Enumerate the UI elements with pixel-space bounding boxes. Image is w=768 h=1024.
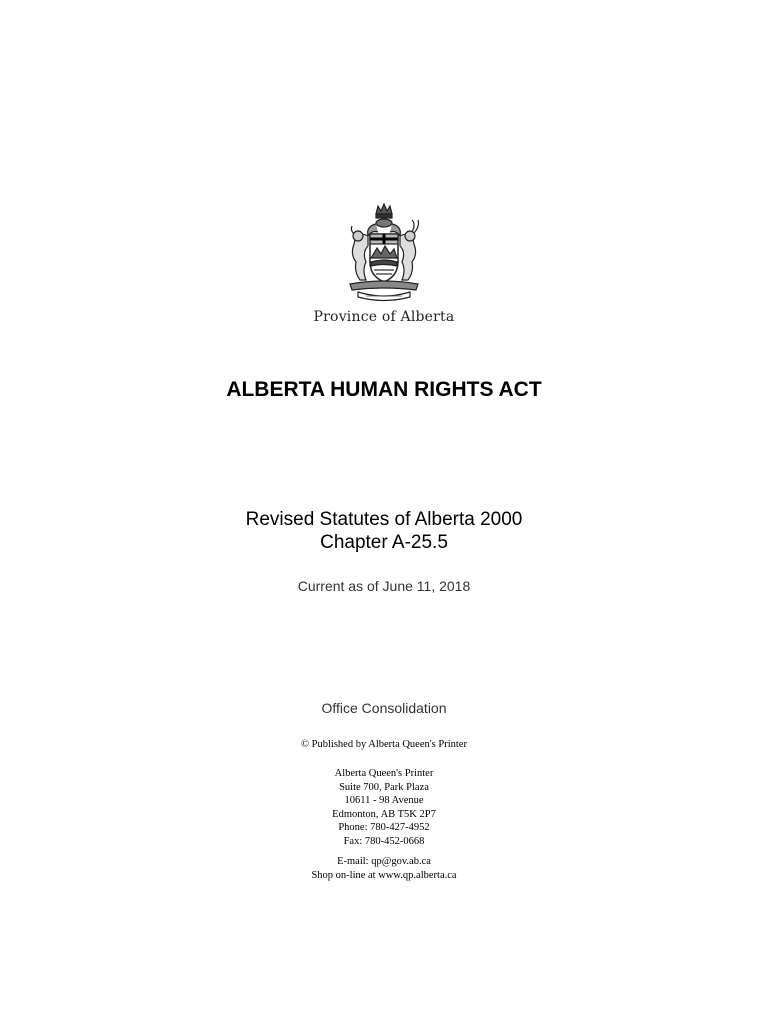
publisher-street: 10611 - 98 Avenue bbox=[344, 795, 424, 806]
office-consolidation: Office Consolidation bbox=[321, 700, 447, 716]
publisher-address bbox=[0, 767, 768, 848]
chapter-line: Chapter A-25.5 bbox=[320, 532, 448, 553]
current-as-of: Current as of June 11, 2018 bbox=[297, 578, 471, 594]
province-name: Province of Alberta bbox=[313, 309, 455, 325]
publisher-contact bbox=[0, 855, 768, 882]
publisher-email: E-mail: qp@gov.ab.ca bbox=[337, 856, 431, 867]
alberta-coat-of-arms-icon bbox=[332, 200, 436, 304]
publisher-name: Alberta Queen's Printer bbox=[334, 768, 434, 779]
publisher-suite: Suite 700, Park Plaza bbox=[339, 781, 429, 793]
publisher-shop-link: Shop on-line at www.qp.alberta.ca bbox=[311, 869, 457, 881]
statute-reference bbox=[0, 508, 768, 554]
publisher-city: Edmonton, AB T5K 2P7 bbox=[332, 808, 436, 820]
statutes-line: Revised Statutes of Alberta 2000 bbox=[245, 509, 523, 530]
published-by: © Published by Alberta Queen's Printer bbox=[301, 739, 467, 750]
publisher-fax: Fax: 780-452-0668 bbox=[343, 835, 425, 847]
publisher-phone: Phone: 780-427-4952 bbox=[338, 822, 430, 833]
act-title: ALBERTA HUMAN RIGHTS ACT bbox=[226, 378, 542, 401]
